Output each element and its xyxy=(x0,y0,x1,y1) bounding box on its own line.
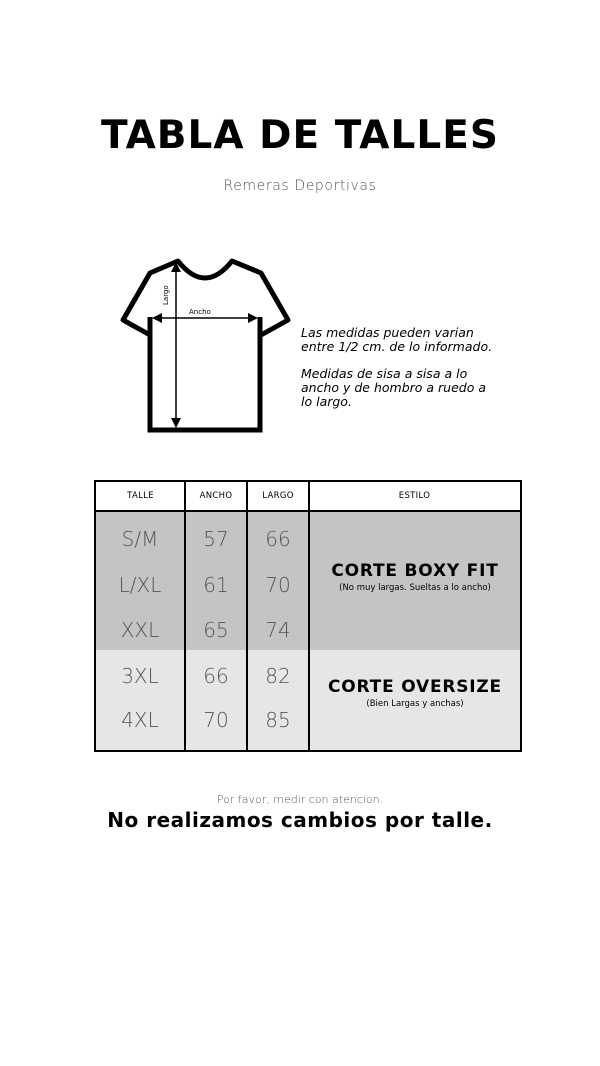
style-name: CORTE OVERSIZE xyxy=(328,677,502,697)
note-variation: Las medidas pueden varian entre 1/2 cm. de lo informado. xyxy=(301,325,493,354)
note-method: Medidas de sisa a sisa a lo ancho y de hombro a ruedo a lo largo. xyxy=(301,366,487,409)
style-name: CORTE BOXY FIT xyxy=(331,561,499,581)
footer-warning: No realizamos cambios por talle. xyxy=(107,808,493,832)
largo-cell: 66 xyxy=(265,527,291,551)
largo-cell: 82 xyxy=(265,664,291,688)
ancho-cell: 65 xyxy=(203,618,229,642)
ancho-cell: 66 xyxy=(203,664,229,688)
style-description: (Bien Largas y anchas) xyxy=(366,699,464,709)
talle-cell: 3XL xyxy=(121,664,159,688)
footer-note: Por favor, medir con atencion. xyxy=(216,793,384,806)
ancho-cell: 70 xyxy=(203,708,229,732)
ancho-cell: 57 xyxy=(203,527,229,551)
largo-column xyxy=(248,512,308,750)
header-estilo: ESTILO xyxy=(309,482,520,512)
largo-cell: 70 xyxy=(265,573,291,597)
style-description: (No muy largas. Sueltas a lo ancho) xyxy=(339,583,491,593)
page-subtitle: Remeras Deportivas xyxy=(223,178,377,194)
ancho-cell: 61 xyxy=(203,573,229,597)
largo-label: Largo xyxy=(162,285,170,305)
style-oversize xyxy=(310,677,520,709)
header-ancho: ANCHO xyxy=(185,482,247,512)
talle-cell: 4XL xyxy=(121,708,159,732)
style-boxy xyxy=(310,561,520,593)
largo-cell: 74 xyxy=(265,618,291,642)
tshirt-icon xyxy=(110,250,300,440)
ancho-label: Ancho xyxy=(189,308,211,316)
size-table xyxy=(94,480,522,752)
page-title: TABLA DE TALLES xyxy=(101,113,499,158)
divider xyxy=(308,482,310,750)
header-talle: TALLE xyxy=(96,482,185,512)
tshirt-diagram xyxy=(110,250,300,440)
header-largo: LARGO xyxy=(247,482,309,512)
largo-cell: 85 xyxy=(265,708,291,732)
talle-cell: L/XL xyxy=(118,573,162,597)
ancho-column xyxy=(186,512,246,750)
talle-column xyxy=(96,512,184,750)
talle-cell: XXL xyxy=(120,618,160,642)
measurement-notes xyxy=(301,326,501,422)
talle-cell: S/M xyxy=(121,527,159,551)
